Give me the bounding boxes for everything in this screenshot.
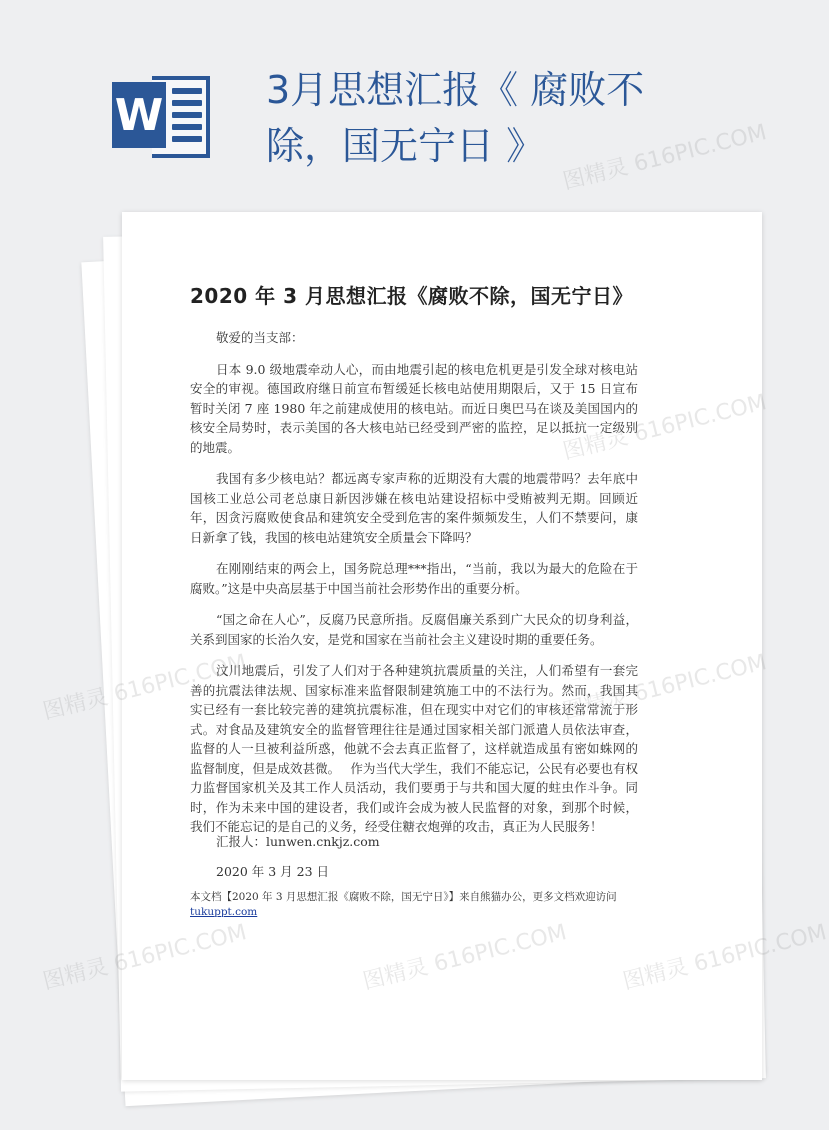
footer-link[interactable]: tukuppt.com <box>190 906 258 918</box>
document-title: 2020 年 3 月思想汇报《腐败不除，国无宁日》 <box>190 284 633 308</box>
footer-text: 本文档【2020 年 3 月思想汇报《腐败不除，国无宁日》】来自熊猫办公，更多文档欢迎访问 <box>190 891 617 903</box>
watermark: 图精灵 616PIC.COM <box>40 920 250 995</box>
document-page <box>122 212 762 1080</box>
report-date: 2020 年 3 月 23 日 <box>216 864 330 879</box>
watermark: 图精灵 616PIC.COM <box>40 650 250 725</box>
word-badge: W <box>112 82 166 148</box>
paragraph: 在刚刚结束的两会上，国务院总理***指出，“当前，我以为最大的危险在于腐败。”这是中央高层基于中国当前社会形势作出的重要分析。 <box>190 561 638 596</box>
page-title: 3月思想汇报《 腐败不除，国无宁日 》 <box>266 68 645 168</box>
watermark: 图精灵 616PIC.COM <box>560 650 770 725</box>
paragraph: “国之命在人心”，反腐乃民意所指。反腐倡廉关系到广大民众的切身利益，关系到国家的长治久安，是党和国家在当前社会主义建设时期的重要任务。 <box>190 612 638 647</box>
watermark: 图精灵 616PIC.COM <box>560 120 770 195</box>
salutation: 敬爱的当支部： <box>216 330 304 345</box>
header <box>0 0 800 200</box>
paragraph: 日本 9.0 级地震牵动人心，而由地震引起的核电危机更是引发全球对核电站安全的审视。德国政府继日前宣布暂缓延长核电站使用期限后，又于 15 日宣布暂时关闭 7 座 1980 年之前建成使用的核电站。而近日奥巴马在谈及美国国内的核安全局势时，表示美国的各大核电站已经受到严密的监控，足以抵抗一定级别的地震。 <box>190 361 638 455</box>
watermark: 图精灵 616PIC.COM <box>360 920 570 995</box>
paragraph: 汶川地震后，引发了人们对于各种建筑抗震质量的关注，人们希望有一套完善的抗震法律法规、国家标准来监督限制建筑施工中的不法行为。然而，我国其实已经有一套比较完善的建筑抗震标准，但在现实中对它们的审核还常常流于形式。对食品及建筑安全的监督管理往往是通过国家相关部门派遣人员依法审查，监督的人一旦被利益所惑，他就不会去真正监督了，这样就造成虽有密如蛛网的监督制度，但是成效甚微。 作为当代大学生，我们不能忘记，公民有必要也有权力监督国家机关及其工作人员活动，我们要勇于与共和国大厦的蛀虫作斗争。同时，作为未来中国的建设者，我们或许会成为被人民监督的对象，到那个时候，我们不能忘记的是自己的义务，经受住糖衣炮弹的攻击，真正为人民服务！ <box>190 663 638 834</box>
paragraph: 我国有多少核电站？都远离专家声称的近期没有大震的地震带吗？去年底中国核工业总公司老总康日新因涉嫌在核电站建设招标中受贿被判无期。回顾近年，因贪污腐败使食品和建筑安全受到危害的案件频频发生，人们不禁要问，康日新拿了钱，我国的核电站建筑安全质量会下降吗？ <box>190 471 638 545</box>
document-body <box>190 328 638 849</box>
word-doc-icon <box>112 72 212 162</box>
watermark: 图精灵 616PIC.COM <box>560 390 770 465</box>
footer-note <box>190 890 710 920</box>
watermark: 图精灵 616PIC.COM <box>620 920 829 995</box>
reporter-line: 汇报人：lunwen.cnkjz.com <box>216 834 380 849</box>
